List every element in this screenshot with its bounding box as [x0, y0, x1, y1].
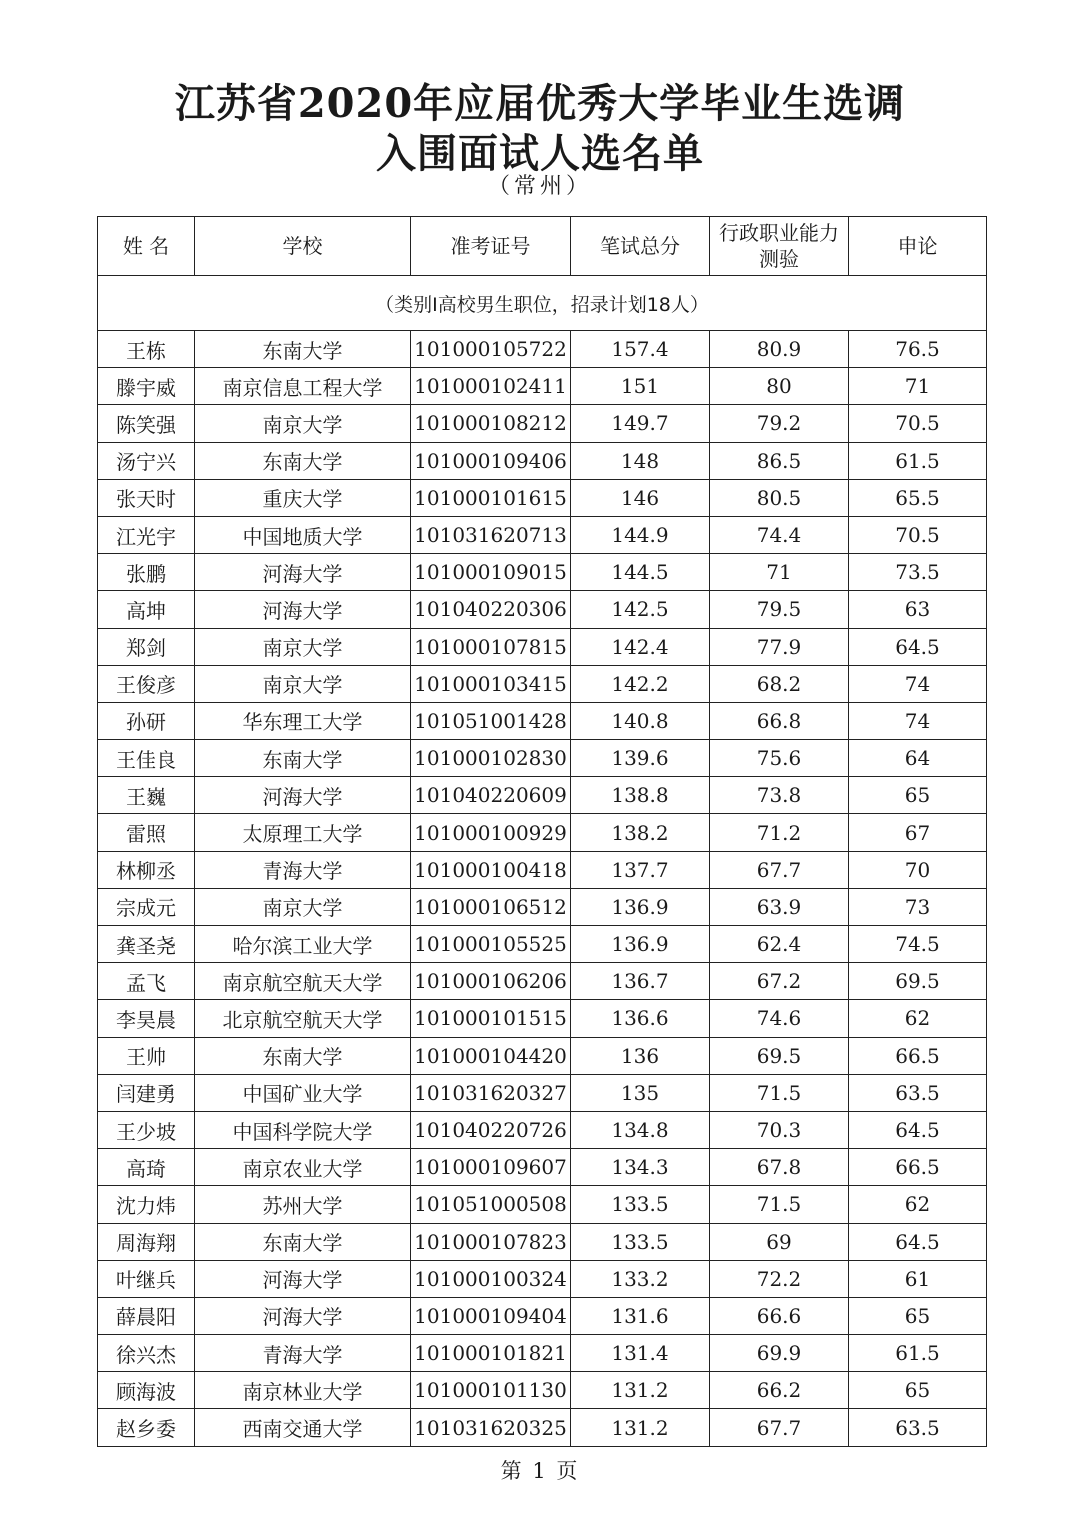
cell-exam-id: 101000108212 [411, 405, 571, 442]
cell-aptitude-score: 67.7 [710, 851, 849, 888]
cell-exam-id: 101040220306 [411, 591, 571, 628]
table-row [98, 702, 987, 739]
cell-aptitude-score: 80.9 [710, 331, 849, 368]
table-row [98, 926, 987, 963]
cell-name: 雷照 [98, 814, 195, 851]
candidate-table [97, 216, 987, 1447]
cell-name: 闫建勇 [98, 1074, 195, 1111]
table-row [98, 1223, 987, 1260]
table-row [98, 1186, 987, 1223]
cell-school: 南京林业大学 [195, 1372, 411, 1409]
header-name: 姓 名 [98, 217, 195, 276]
cell-written-total: 136.9 [571, 926, 710, 963]
cell-school: 河海大学 [195, 1297, 411, 1334]
cell-written-total: 131.6 [571, 1297, 710, 1334]
cell-aptitude-score: 66.2 [710, 1372, 849, 1409]
cell-essay-score: 63 [849, 591, 987, 628]
table-row [98, 814, 987, 851]
cell-essay-score: 64 [849, 740, 987, 777]
cell-school: 哈尔滨工业大学 [195, 926, 411, 963]
cell-written-total: 148 [571, 442, 710, 479]
cell-written-total: 131.4 [571, 1335, 710, 1372]
cell-exam-id: 101000100929 [411, 814, 571, 851]
category-label: （类别Ⅰ高校男生职位，招录计划18人） [98, 276, 987, 331]
cell-written-total: 142.2 [571, 665, 710, 702]
table-row [98, 851, 987, 888]
table-row [98, 331, 987, 368]
cell-exam-id: 101000109404 [411, 1297, 571, 1334]
cell-essay-score: 64.5 [849, 1111, 987, 1148]
cell-name: 徐兴杰 [98, 1335, 195, 1372]
table-row [98, 1149, 987, 1186]
cell-exam-id: 101000100418 [411, 851, 571, 888]
cell-exam-id: 101031620713 [411, 516, 571, 553]
cell-essay-score: 63.5 [849, 1409, 987, 1446]
cell-exam-id: 101000109406 [411, 442, 571, 479]
cell-aptitude-score: 67.8 [710, 1149, 849, 1186]
cell-name: 龚圣尧 [98, 926, 195, 963]
table-row [98, 777, 987, 814]
cell-school: 苏州大学 [195, 1186, 411, 1223]
cell-name: 郑剑 [98, 628, 195, 665]
cell-school: 河海大学 [195, 554, 411, 591]
cell-essay-score: 70.5 [849, 516, 987, 553]
cell-written-total: 135 [571, 1074, 710, 1111]
cell-school: 中国科学院大学 [195, 1111, 411, 1148]
cell-essay-score: 62 [849, 1186, 987, 1223]
cell-aptitude-score: 71.5 [710, 1186, 849, 1223]
cell-essay-score: 65 [849, 1297, 987, 1334]
cell-essay-score: 61 [849, 1260, 987, 1297]
cell-school: 东南大学 [195, 740, 411, 777]
cell-exam-id: 101000100324 [411, 1260, 571, 1297]
cell-school: 南京大学 [195, 628, 411, 665]
cell-exam-id: 101051001428 [411, 702, 571, 739]
cell-school: 南京信息工程大学 [195, 368, 411, 405]
cell-name: 林柳丞 [98, 851, 195, 888]
cell-written-total: 142.4 [571, 628, 710, 665]
cell-written-total: 136 [571, 1037, 710, 1074]
cell-exam-id: 101000101515 [411, 1000, 571, 1037]
cell-essay-score: 61.5 [849, 442, 987, 479]
table-row [98, 1000, 987, 1037]
header-written-total: 笔试总分 [571, 217, 710, 276]
cell-school: 河海大学 [195, 777, 411, 814]
table-row [98, 1409, 987, 1446]
cell-written-total: 134.3 [571, 1149, 710, 1186]
cell-name: 滕宇威 [98, 368, 195, 405]
cell-exam-id: 101000103415 [411, 665, 571, 702]
cell-school: 南京农业大学 [195, 1149, 411, 1186]
cell-exam-id: 101000106206 [411, 963, 571, 1000]
cell-name: 王栋 [98, 331, 195, 368]
cell-written-total: 133.2 [571, 1260, 710, 1297]
header-exam-id: 准考证号 [411, 217, 571, 276]
cell-name: 周海翔 [98, 1223, 195, 1260]
cell-written-total: 136.6 [571, 1000, 710, 1037]
cell-school: 东南大学 [195, 1223, 411, 1260]
table-row [98, 1372, 987, 1409]
cell-name: 顾海波 [98, 1372, 195, 1409]
cell-aptitude-score: 69 [710, 1223, 849, 1260]
cell-essay-score: 64.5 [849, 1223, 987, 1260]
cell-essay-score: 69.5 [849, 963, 987, 1000]
table-row [98, 888, 987, 925]
table-row [98, 442, 987, 479]
cell-written-total: 136.7 [571, 963, 710, 1000]
cell-written-total: 151 [571, 368, 710, 405]
cell-exam-id: 101051000508 [411, 1186, 571, 1223]
cell-aptitude-score: 75.6 [710, 740, 849, 777]
cell-name: 张鹏 [98, 554, 195, 591]
table-row [98, 740, 987, 777]
cell-name: 高坤 [98, 591, 195, 628]
cell-exam-id: 101000101615 [411, 479, 571, 516]
cell-essay-score: 65 [849, 777, 987, 814]
cell-essay-score: 70 [849, 851, 987, 888]
cell-aptitude-score: 69.9 [710, 1335, 849, 1372]
cell-essay-score: 65.5 [849, 479, 987, 516]
cell-aptitude-score: 79.5 [710, 591, 849, 628]
cell-school: 南京大学 [195, 888, 411, 925]
cell-essay-score: 74 [849, 702, 987, 739]
table-row [98, 963, 987, 1000]
cell-written-total: 149.7 [571, 405, 710, 442]
cell-name: 王巍 [98, 777, 195, 814]
cell-school: 东南大学 [195, 331, 411, 368]
cell-exam-id: 101000106512 [411, 888, 571, 925]
cell-essay-score: 74 [849, 665, 987, 702]
cell-exam-id: 101031620325 [411, 1409, 571, 1446]
cell-school: 北京航空航天大学 [195, 1000, 411, 1037]
cell-written-total: 144.9 [571, 516, 710, 553]
cell-essay-score: 63.5 [849, 1074, 987, 1111]
cell-exam-id: 101031620327 [411, 1074, 571, 1111]
cell-written-total: 134.8 [571, 1111, 710, 1148]
cell-essay-score: 74.5 [849, 926, 987, 963]
cell-name: 王佳良 [98, 740, 195, 777]
cell-written-total: 131.2 [571, 1409, 710, 1446]
cell-name: 王少坡 [98, 1111, 195, 1148]
cell-aptitude-score: 73.8 [710, 777, 849, 814]
cell-aptitude-score: 80.5 [710, 479, 849, 516]
header-essay: 申论 [849, 217, 987, 276]
cell-exam-id: 101000109607 [411, 1149, 571, 1186]
table-row [98, 516, 987, 553]
cell-aptitude-score: 71.2 [710, 814, 849, 851]
cell-name: 陈笑强 [98, 405, 195, 442]
cell-school: 青海大学 [195, 851, 411, 888]
cell-written-total: 138.8 [571, 777, 710, 814]
cell-exam-id: 101000102830 [411, 740, 571, 777]
cell-written-total: 136.9 [571, 888, 710, 925]
cell-aptitude-score: 68.2 [710, 665, 849, 702]
table-row [98, 1037, 987, 1074]
cell-written-total: 142.5 [571, 591, 710, 628]
table-row [98, 1260, 987, 1297]
cell-essay-score: 73.5 [849, 554, 987, 591]
cell-name: 高琦 [98, 1149, 195, 1186]
cell-name: 孙研 [98, 702, 195, 739]
table-row [98, 628, 987, 665]
cell-name: 江光宇 [98, 516, 195, 553]
table-row [98, 591, 987, 628]
cell-exam-id: 101040220609 [411, 777, 571, 814]
cell-essay-score: 62 [849, 1000, 987, 1037]
cell-aptitude-score: 63.9 [710, 888, 849, 925]
cell-school: 重庆大学 [195, 479, 411, 516]
cell-essay-score: 64.5 [849, 628, 987, 665]
cell-essay-score: 66.5 [849, 1149, 987, 1186]
cell-essay-score: 70.5 [849, 405, 987, 442]
cell-school: 东南大学 [195, 442, 411, 479]
cell-exam-id: 101000105525 [411, 926, 571, 963]
category-row [98, 276, 987, 331]
cell-essay-score: 66.5 [849, 1037, 987, 1074]
cell-name: 叶继兵 [98, 1260, 195, 1297]
cell-aptitude-score: 62.4 [710, 926, 849, 963]
cell-exam-id: 101000107823 [411, 1223, 571, 1260]
header-school: 学校 [195, 217, 411, 276]
cell-essay-score: 61.5 [849, 1335, 987, 1372]
cell-school: 中国矿业大学 [195, 1074, 411, 1111]
cell-name: 沈力炜 [98, 1186, 195, 1223]
cell-aptitude-score: 79.2 [710, 405, 849, 442]
cell-written-total: 146 [571, 479, 710, 516]
cell-name: 薛晨阳 [98, 1297, 195, 1334]
table-row [98, 1335, 987, 1372]
table-row [98, 1111, 987, 1148]
table-row [98, 479, 987, 516]
cell-written-total: 157.4 [571, 331, 710, 368]
table-row [98, 665, 987, 702]
table-row [98, 1297, 987, 1334]
document-subtitle: （常州） [487, 174, 592, 199]
page-number: 第 1 页 [500, 1459, 580, 1483]
cell-aptitude-score: 71 [710, 554, 849, 591]
cell-aptitude-score: 74.4 [710, 516, 849, 553]
cell-aptitude-score: 86.5 [710, 442, 849, 479]
cell-school: 南京大学 [195, 405, 411, 442]
cell-name: 王俊彦 [98, 665, 195, 702]
cell-written-total: 133.5 [571, 1223, 710, 1260]
cell-name: 宗成元 [98, 888, 195, 925]
cell-school: 华东理工大学 [195, 702, 411, 739]
cell-essay-score: 73 [849, 888, 987, 925]
cell-school: 太原理工大学 [195, 814, 411, 851]
cell-essay-score: 71 [849, 368, 987, 405]
cell-aptitude-score: 69.5 [710, 1037, 849, 1074]
cell-exam-id: 101000105722 [411, 331, 571, 368]
cell-aptitude-score: 67.2 [710, 963, 849, 1000]
cell-name: 张天时 [98, 479, 195, 516]
cell-name: 李昊晨 [98, 1000, 195, 1037]
cell-exam-id: 101040220726 [411, 1111, 571, 1148]
cell-school: 青海大学 [195, 1335, 411, 1372]
cell-written-total: 144.5 [571, 554, 710, 591]
cell-written-total: 131.2 [571, 1372, 710, 1409]
cell-exam-id: 101000101130 [411, 1372, 571, 1409]
table-row [98, 405, 987, 442]
cell-written-total: 138.2 [571, 814, 710, 851]
cell-school: 中国地质大学 [195, 516, 411, 553]
cell-aptitude-score: 80 [710, 368, 849, 405]
cell-school: 河海大学 [195, 591, 411, 628]
cell-aptitude-score: 74.6 [710, 1000, 849, 1037]
header-aptitude-test: 行政职业能力测验 [710, 217, 849, 276]
cell-written-total: 137.7 [571, 851, 710, 888]
cell-exam-id: 101000101821 [411, 1335, 571, 1372]
cell-exam-id: 101000102411 [411, 368, 571, 405]
cell-name: 汤宁兴 [98, 442, 195, 479]
cell-written-total: 133.5 [571, 1186, 710, 1223]
cell-written-total: 139.6 [571, 740, 710, 777]
cell-name: 孟飞 [98, 963, 195, 1000]
cell-essay-score: 76.5 [849, 331, 987, 368]
cell-exam-id: 101000109015 [411, 554, 571, 591]
cell-aptitude-score: 70.3 [710, 1111, 849, 1148]
document-title-line2: 入围面试人选名单 [376, 130, 704, 177]
table-row [98, 554, 987, 591]
cell-written-total: 140.8 [571, 702, 710, 739]
cell-exam-id: 101000104420 [411, 1037, 571, 1074]
cell-aptitude-score: 71.5 [710, 1074, 849, 1111]
cell-aptitude-score: 66.6 [710, 1297, 849, 1334]
cell-school: 河海大学 [195, 1260, 411, 1297]
cell-name: 王帅 [98, 1037, 195, 1074]
table-row [98, 1074, 987, 1111]
cell-school: 西南交通大学 [195, 1409, 411, 1446]
cell-aptitude-score: 77.9 [710, 628, 849, 665]
table-row [98, 368, 987, 405]
cell-essay-score: 65 [849, 1372, 987, 1409]
cell-exam-id: 101000107815 [411, 628, 571, 665]
table-header-row [98, 217, 987, 276]
cell-essay-score: 67 [849, 814, 987, 851]
cell-school: 南京大学 [195, 665, 411, 702]
cell-aptitude-score: 67.7 [710, 1409, 849, 1446]
cell-aptitude-score: 72.2 [710, 1260, 849, 1297]
cell-aptitude-score: 66.8 [710, 702, 849, 739]
cell-name: 赵乡委 [98, 1409, 195, 1446]
document-title-line1: 江苏省2020年应届优秀大学毕业生选调 [174, 80, 906, 127]
cell-school: 东南大学 [195, 1037, 411, 1074]
cell-school: 南京航空航天大学 [195, 963, 411, 1000]
